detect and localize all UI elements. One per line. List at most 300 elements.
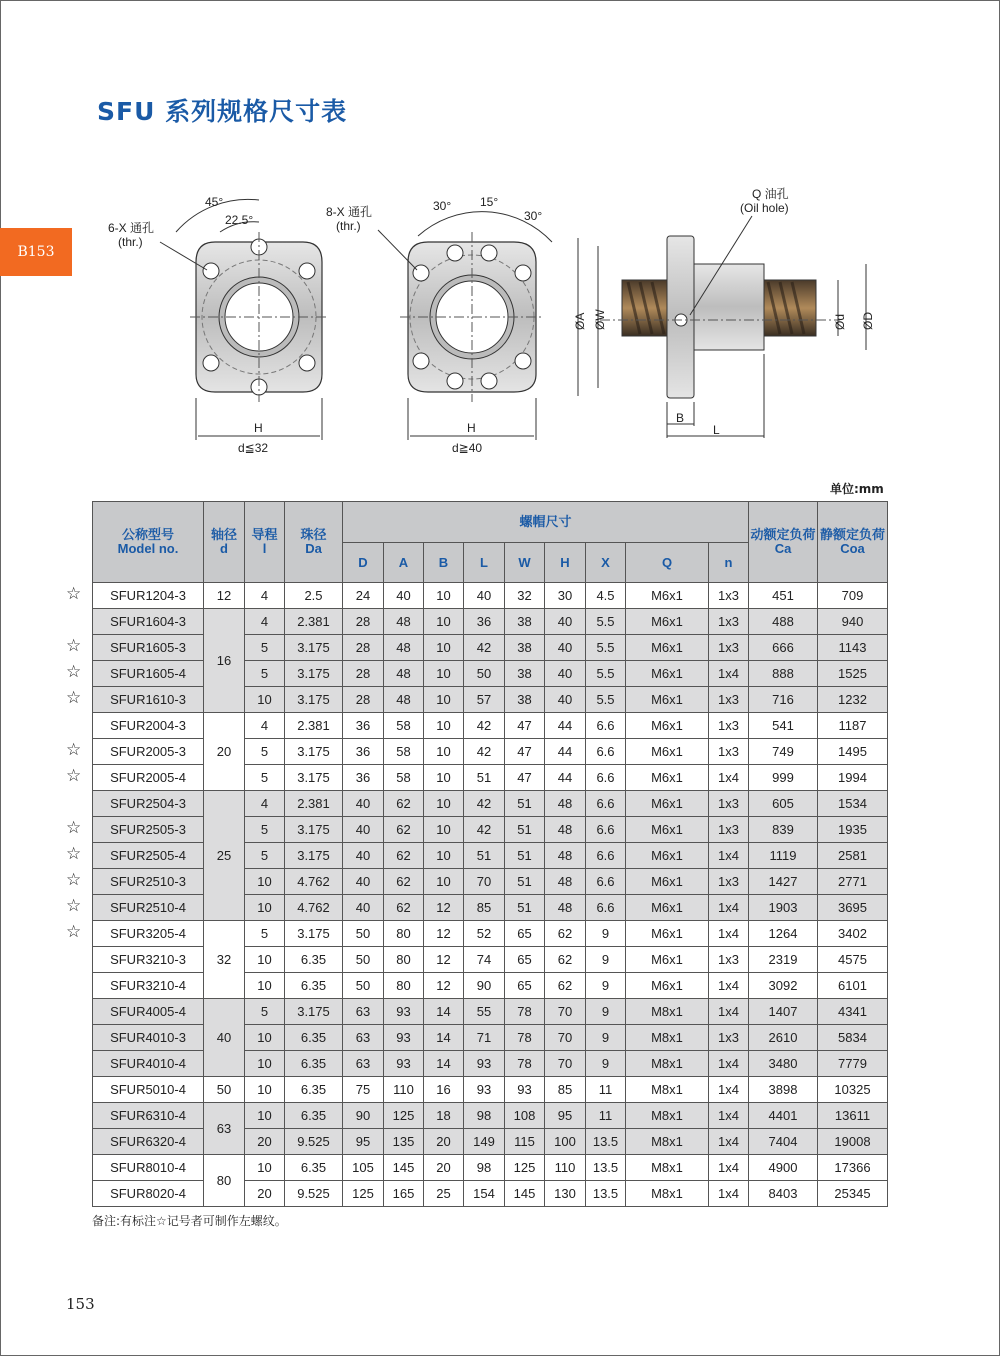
cell-w: 108 (505, 1103, 545, 1129)
cell-d: 63 (343, 999, 384, 1025)
mid-angle-15: 15° (480, 195, 499, 209)
cell-x: 11 (586, 1077, 626, 1103)
left-thread-star-icon: ☆ (66, 636, 82, 656)
cell-coa: 1143 (818, 635, 888, 661)
cell-n: 1x3 (709, 739, 749, 765)
cell-a: 40 (384, 583, 424, 609)
cell-w: 125 (505, 1155, 545, 1181)
left-thread-star-icon: ☆ (66, 870, 82, 890)
cell-coa: 1994 (818, 765, 888, 791)
cell-x: 9 (586, 921, 626, 947)
cell-l: 98 (464, 1103, 505, 1129)
cell-ca: 2319 (749, 947, 818, 973)
cell-model: SFUR2505-3 (93, 817, 204, 843)
cell-l: 10 (245, 973, 285, 999)
subheader-q: Q (626, 543, 709, 583)
cell-n: 1x4 (709, 1129, 749, 1155)
cell-n: 1x4 (709, 999, 749, 1025)
cell-x: 9 (586, 999, 626, 1025)
page-number: 153 (66, 1295, 95, 1313)
cell-model: SFUR1605-3 (93, 635, 204, 661)
cell-d: 50 (343, 947, 384, 973)
cell-l: 4 (245, 713, 285, 739)
cell-x: 5.5 (586, 635, 626, 661)
cell-a: 145 (384, 1155, 424, 1181)
cell-ca: 1407 (749, 999, 818, 1025)
cell-l: 42 (464, 791, 505, 817)
cell-q: M8x1 (626, 1077, 709, 1103)
cell-q: M6x1 (626, 973, 709, 999)
cell-w: 47 (505, 765, 545, 791)
cell-coa: 5834 (818, 1025, 888, 1051)
cell-l: 5 (245, 817, 285, 843)
left-thread-star-icon: ☆ (66, 896, 82, 916)
cell-q: M6x1 (626, 895, 709, 921)
cell-d: 90 (343, 1103, 384, 1129)
cell-d: 63 (343, 1051, 384, 1077)
cell-b: 10 (424, 583, 464, 609)
cell-n: 1x3 (709, 687, 749, 713)
cell-n: 1x4 (709, 1103, 749, 1129)
page-title: SFU 系列规格尺寸表 (97, 97, 348, 126)
cell-d: 28 (343, 687, 384, 713)
cell-l: 10 (245, 1025, 285, 1051)
cell-w: 51 (505, 817, 545, 843)
cell-l: 5 (245, 843, 285, 869)
cell-n: 1x4 (709, 661, 749, 687)
cell-ca: 8403 (749, 1181, 818, 1207)
cell-l: 42 (464, 817, 505, 843)
cell-l: 4 (245, 583, 285, 609)
cell-n: 1x4 (709, 1181, 749, 1207)
cell-l: 40 (464, 583, 505, 609)
cell-l: 5 (245, 921, 285, 947)
cell-h: 130 (545, 1181, 586, 1207)
cell-da: 6.35 (285, 947, 343, 973)
cell-q: M6x1 (626, 713, 709, 739)
cell-da: 2.381 (285, 713, 343, 739)
cell-ca: 1903 (749, 895, 818, 921)
cell-h: 30 (545, 583, 586, 609)
cell-ca: 3092 (749, 973, 818, 999)
cell-ca: 666 (749, 635, 818, 661)
cell-l: 42 (464, 739, 505, 765)
cell-d: 28 (343, 609, 384, 635)
cell-ca: 888 (749, 661, 818, 687)
dim-a-label: ØA (573, 312, 587, 330)
cell-d: 24 (343, 583, 384, 609)
cell-coa: 940 (818, 609, 888, 635)
cell-n: 1x4 (709, 921, 749, 947)
cell-coa: 1935 (818, 817, 888, 843)
cell-n: 1x3 (709, 635, 749, 661)
cell-w: 47 (505, 713, 545, 739)
cell-q: M6x1 (626, 817, 709, 843)
cell-b: 10 (424, 869, 464, 895)
cell-h: 62 (545, 947, 586, 973)
cell-n: 1x3 (709, 609, 749, 635)
cell-a: 93 (384, 1051, 424, 1077)
cell-q: M6x1 (626, 687, 709, 713)
cell-model: SFUR4005-4 (93, 999, 204, 1025)
table-row (93, 791, 888, 817)
cell-shaft-diameter: 16 (204, 609, 245, 713)
cell-coa: 709 (818, 583, 888, 609)
cell-b: 12 (424, 947, 464, 973)
cell-l: 93 (464, 1077, 505, 1103)
spec-table (92, 501, 888, 1207)
cell-x: 5.5 (586, 609, 626, 635)
cell-w: 51 (505, 843, 545, 869)
cell-a: 62 (384, 817, 424, 843)
cell-shaft-diameter: 63 (204, 1103, 245, 1155)
cell-l: 154 (464, 1181, 505, 1207)
header-shaft: 轴径 d (204, 502, 245, 583)
cell-d: 40 (343, 869, 384, 895)
cell-n: 1x3 (709, 713, 749, 739)
cell-l: 10 (245, 1103, 285, 1129)
cell-x: 9 (586, 947, 626, 973)
cell-w: 32 (505, 583, 545, 609)
cell-b: 12 (424, 921, 464, 947)
cell-w: 65 (505, 973, 545, 999)
cell-da: 3.175 (285, 843, 343, 869)
cell-ca: 1264 (749, 921, 818, 947)
subheader-l: L (464, 543, 505, 583)
cell-l: 4 (245, 791, 285, 817)
cell-a: 48 (384, 635, 424, 661)
cell-coa: 17366 (818, 1155, 888, 1181)
cell-d: 28 (343, 661, 384, 687)
subheader-d: D (343, 543, 384, 583)
cell-q: M6x1 (626, 765, 709, 791)
cell-x: 9 (586, 1025, 626, 1051)
cell-h: 44 (545, 713, 586, 739)
cell-b: 14 (424, 999, 464, 1025)
cell-b: 10 (424, 843, 464, 869)
cell-b: 10 (424, 635, 464, 661)
cell-l: 10 (245, 1051, 285, 1077)
cell-a: 62 (384, 791, 424, 817)
cell-w: 38 (505, 661, 545, 687)
cell-l: 50 (464, 661, 505, 687)
cell-b: 14 (424, 1025, 464, 1051)
unit-label: 单位:mm (830, 482, 884, 496)
cell-d: 40 (343, 817, 384, 843)
cell-x: 6.6 (586, 869, 626, 895)
cell-b: 10 (424, 609, 464, 635)
cell-x: 5.5 (586, 661, 626, 687)
cell-q: M8x1 (626, 1129, 709, 1155)
cell-x: 6.6 (586, 843, 626, 869)
cell-h: 100 (545, 1129, 586, 1155)
cell-l: 5 (245, 765, 285, 791)
cell-l: 42 (464, 713, 505, 739)
cell-ca: 999 (749, 765, 818, 791)
cell-shaft-diameter: 50 (204, 1077, 245, 1103)
cell-ca: 4401 (749, 1103, 818, 1129)
cell-l: 93 (464, 1051, 505, 1077)
cell-da: 4.762 (285, 869, 343, 895)
cell-x: 5.5 (586, 687, 626, 713)
cell-b: 16 (424, 1077, 464, 1103)
cell-model: SFUR3210-4 (93, 973, 204, 999)
cell-da: 4.762 (285, 895, 343, 921)
cell-x: 6.6 (586, 791, 626, 817)
cell-ca: 716 (749, 687, 818, 713)
cell-ca: 4900 (749, 1155, 818, 1181)
cell-n: 1x4 (709, 1155, 749, 1181)
cell-n: 1x4 (709, 843, 749, 869)
cell-l: 10 (245, 947, 285, 973)
header-dynamic-load: 动额定负荷 Ca (749, 502, 818, 583)
header-model: 公称型号 Model no. (93, 502, 204, 583)
cell-w: 38 (505, 687, 545, 713)
header-static-load: 静额定负荷 Coa (818, 502, 888, 583)
cell-q: M6x1 (626, 791, 709, 817)
cell-x: 11 (586, 1103, 626, 1129)
cell-coa: 2581 (818, 843, 888, 869)
cell-q: M6x1 (626, 661, 709, 687)
cell-shaft-diameter: 20 (204, 713, 245, 791)
cell-model: SFUR8010-4 (93, 1155, 204, 1181)
left-flange-view (108, 195, 328, 455)
cell-h: 48 (545, 791, 586, 817)
cell-da: 3.175 (285, 765, 343, 791)
cell-ca: 1427 (749, 869, 818, 895)
left-hole-sub: (thr.) (118, 235, 143, 249)
cell-shaft-diameter: 32 (204, 921, 245, 999)
cell-coa: 4575 (818, 947, 888, 973)
cell-h: 48 (545, 843, 586, 869)
cell-h: 40 (545, 609, 586, 635)
cell-a: 125 (384, 1103, 424, 1129)
cell-da: 3.175 (285, 661, 343, 687)
cell-model: SFUR2504-3 (93, 791, 204, 817)
cell-b: 18 (424, 1103, 464, 1129)
cell-l: 5 (245, 635, 285, 661)
cell-w: 65 (505, 921, 545, 947)
cell-coa: 25345 (818, 1181, 888, 1207)
cell-x: 6.6 (586, 739, 626, 765)
cell-w: 78 (505, 1025, 545, 1051)
cell-x: 13.5 (586, 1129, 626, 1155)
dim-D-label: ØD (861, 312, 875, 330)
subheader-n: n (709, 543, 749, 583)
cell-l: 10 (245, 895, 285, 921)
cell-h: 62 (545, 921, 586, 947)
cell-da: 3.175 (285, 739, 343, 765)
cell-h: 70 (545, 1051, 586, 1077)
cell-n: 1x4 (709, 1077, 749, 1103)
cell-q: M8x1 (626, 1155, 709, 1181)
table-row (93, 1077, 888, 1103)
cell-n: 1x3 (709, 791, 749, 817)
cell-l: 55 (464, 999, 505, 1025)
cell-d: 28 (343, 635, 384, 661)
cell-h: 95 (545, 1103, 586, 1129)
cell-n: 1x4 (709, 1051, 749, 1077)
table-row (93, 1103, 888, 1129)
cell-q: M6x1 (626, 583, 709, 609)
cell-model: SFUR1610-3 (93, 687, 204, 713)
cell-a: 58 (384, 739, 424, 765)
cell-model: SFUR8020-4 (93, 1181, 204, 1207)
left-thread-star-icon: ☆ (66, 818, 82, 838)
left-angle-22: 22.5° (225, 213, 254, 227)
cell-a: 80 (384, 921, 424, 947)
cell-ca: 541 (749, 713, 818, 739)
cell-b: 12 (424, 895, 464, 921)
cell-l: 51 (464, 843, 505, 869)
mid-cond-label: d≧40 (452, 441, 483, 455)
cell-ca: 2610 (749, 1025, 818, 1051)
dim-d-label: Ød (833, 313, 847, 330)
cell-coa: 4341 (818, 999, 888, 1025)
cell-w: 145 (505, 1181, 545, 1207)
cell-b: 20 (424, 1129, 464, 1155)
table-row (93, 609, 888, 635)
left-thread-star-icon: ☆ (66, 766, 82, 786)
cell-a: 62 (384, 843, 424, 869)
cell-shaft-diameter: 80 (204, 1155, 245, 1207)
cell-l: 20 (245, 1181, 285, 1207)
cell-coa: 1525 (818, 661, 888, 687)
cell-a: 93 (384, 999, 424, 1025)
left-thread-star-icon: ☆ (66, 740, 82, 760)
cell-h: 44 (545, 739, 586, 765)
cell-n: 1x3 (709, 947, 749, 973)
table-row (93, 999, 888, 1025)
cell-n: 1x3 (709, 817, 749, 843)
cell-n: 1x4 (709, 973, 749, 999)
left-thread-star-icon: ☆ (66, 844, 82, 864)
cell-l: 90 (464, 973, 505, 999)
cell-q: M8x1 (626, 1103, 709, 1129)
cell-ca: 451 (749, 583, 818, 609)
cell-q: M6x1 (626, 609, 709, 635)
mid-h-label: H (467, 421, 476, 435)
cell-coa: 1232 (818, 687, 888, 713)
cell-x: 13.5 (586, 1155, 626, 1181)
cell-l: 10 (245, 1077, 285, 1103)
middle-flange-view (326, 195, 552, 455)
cell-l: 57 (464, 687, 505, 713)
cell-ca: 488 (749, 609, 818, 635)
cell-h: 48 (545, 869, 586, 895)
cell-da: 3.175 (285, 921, 343, 947)
cell-model: SFUR2005-4 (93, 765, 204, 791)
cell-a: 58 (384, 765, 424, 791)
cell-l: 5 (245, 739, 285, 765)
oil-hole-label: Q 油孔 (752, 187, 789, 201)
cell-d: 63 (343, 1025, 384, 1051)
cell-w: 93 (505, 1077, 545, 1103)
table-row (93, 583, 888, 609)
cell-da: 6.35 (285, 973, 343, 999)
cell-x: 9 (586, 973, 626, 999)
cell-w: 78 (505, 1051, 545, 1077)
cell-d: 36 (343, 739, 384, 765)
cell-b: 10 (424, 739, 464, 765)
left-thread-star-icon: ☆ (66, 662, 82, 682)
left-thread-star-icon: ☆ (66, 584, 82, 604)
left-h-label: H (254, 421, 263, 435)
cell-coa: 3402 (818, 921, 888, 947)
cell-d: 36 (343, 765, 384, 791)
cell-model: SFUR3205-4 (93, 921, 204, 947)
cell-b: 10 (424, 791, 464, 817)
cell-a: 165 (384, 1181, 424, 1207)
dim-w-label: ØW (593, 309, 607, 330)
cell-model: SFUR6320-4 (93, 1129, 204, 1155)
cell-b: 10 (424, 713, 464, 739)
cell-coa: 1534 (818, 791, 888, 817)
cell-da: 6.35 (285, 1025, 343, 1051)
cell-q: M8x1 (626, 1051, 709, 1077)
cell-model: SFUR1604-3 (93, 609, 204, 635)
oil-hole-sub: (Oil hole) (740, 201, 789, 215)
cell-da: 9.525 (285, 1129, 343, 1155)
cell-l: 71 (464, 1025, 505, 1051)
mid-hole-label: 8-X 通孔 (326, 205, 373, 219)
cell-l: 10 (245, 869, 285, 895)
cell-b: 25 (424, 1181, 464, 1207)
mid-angle-30b: 30° (524, 209, 543, 223)
cell-model: SFUR2004-3 (93, 713, 204, 739)
cell-q: M6x1 (626, 843, 709, 869)
mid-hole-sub: (thr.) (336, 219, 361, 233)
cell-w: 51 (505, 869, 545, 895)
cell-coa: 13611 (818, 1103, 888, 1129)
cell-n: 1x3 (709, 583, 749, 609)
cell-da: 6.35 (285, 1077, 343, 1103)
cell-q: M8x1 (626, 1025, 709, 1051)
cell-h: 40 (545, 661, 586, 687)
cell-l: 85 (464, 895, 505, 921)
cell-da: 3.175 (285, 999, 343, 1025)
cell-l: 98 (464, 1155, 505, 1181)
cell-w: 78 (505, 999, 545, 1025)
cell-l: 70 (464, 869, 505, 895)
cell-h: 48 (545, 817, 586, 843)
cell-n: 1x4 (709, 895, 749, 921)
cell-l: 5 (245, 999, 285, 1025)
cell-h: 48 (545, 895, 586, 921)
cell-d: 105 (343, 1155, 384, 1181)
cell-l: 51 (464, 765, 505, 791)
cell-h: 70 (545, 999, 586, 1025)
cell-ca: 7404 (749, 1129, 818, 1155)
cell-x: 6.6 (586, 817, 626, 843)
cell-ca: 605 (749, 791, 818, 817)
cell-da: 2.381 (285, 791, 343, 817)
cell-da: 9.525 (285, 1181, 343, 1207)
header-lead: 导程 l (245, 502, 285, 583)
cell-h: 110 (545, 1155, 586, 1181)
left-thread-star-icon: ☆ (66, 922, 82, 942)
cell-coa: 10325 (818, 1077, 888, 1103)
cell-da: 2.381 (285, 609, 343, 635)
cell-d: 40 (343, 895, 384, 921)
cell-h: 85 (545, 1077, 586, 1103)
cell-da: 3.175 (285, 817, 343, 843)
cell-h: 62 (545, 973, 586, 999)
cell-l: 4 (245, 609, 285, 635)
cell-da: 6.35 (285, 1103, 343, 1129)
cell-a: 80 (384, 947, 424, 973)
cell-a: 80 (384, 973, 424, 999)
